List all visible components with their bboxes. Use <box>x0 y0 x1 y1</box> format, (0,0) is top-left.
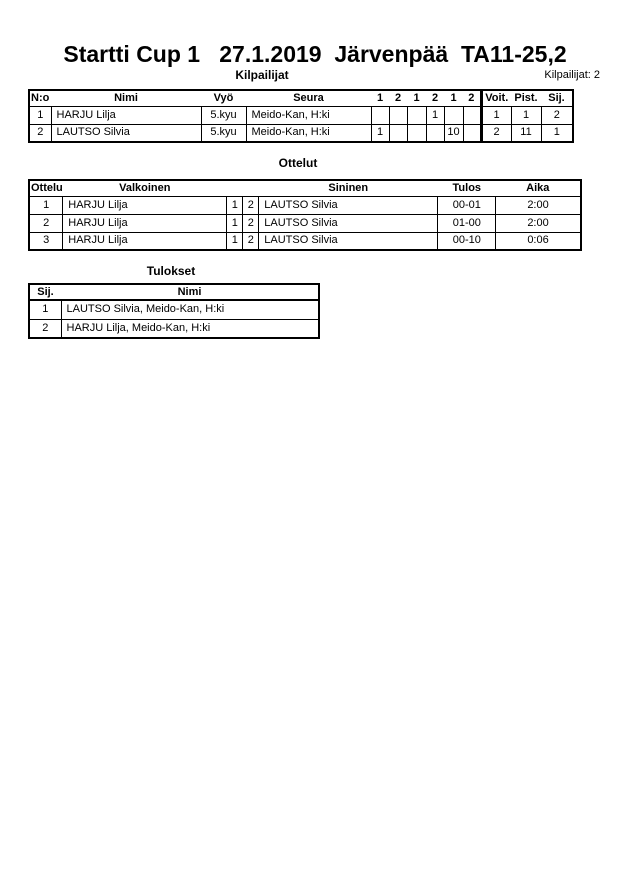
cell-sij: 2 <box>29 319 61 338</box>
table-row <box>29 106 573 124</box>
cell-no: 1 <box>29 106 51 124</box>
cell-ottelu: 2 <box>29 214 63 232</box>
cell-aika: 2:00 <box>496 214 581 232</box>
cell-sij: 2 <box>541 106 573 124</box>
col-header-ottelu: Ottelu <box>29 180 63 196</box>
cell-nimi: HARJU Lilja, Meido-Kan, H:ki <box>61 319 319 338</box>
table-row <box>29 300 319 319</box>
col-header-blue-no <box>243 180 259 196</box>
tulokset-table <box>28 283 320 339</box>
cell-tulos: 00-10 <box>438 232 496 250</box>
cell-nimi: LAUTSO Silvia, Meido-Kan, H:ki <box>61 300 319 319</box>
cell-score <box>463 106 481 124</box>
table-row <box>29 196 581 214</box>
cell-score <box>407 124 426 142</box>
col-header-sij: Sij. <box>29 284 61 300</box>
cell-blue-no: 2 <box>243 232 259 250</box>
kilpailijat-header-row <box>29 90 573 106</box>
cell-score <box>389 106 407 124</box>
cell-white-no: 1 <box>227 232 243 250</box>
table-row <box>29 232 581 250</box>
col-header-aika: Aika <box>496 180 581 196</box>
cell-blue-no: 2 <box>243 196 259 214</box>
cell-score: 1 <box>371 124 389 142</box>
col-header-score-3: 1 <box>407 90 426 106</box>
col-header-pist: Pist. <box>511 90 541 106</box>
cell-nimi: HARJU Lilja <box>51 106 201 124</box>
col-header-score-4: 2 <box>426 90 444 106</box>
cell-tulos: 00-01 <box>438 196 496 214</box>
cell-white-no: 1 <box>227 196 243 214</box>
cell-seura: Meido-Kan, H:ki <box>246 124 371 142</box>
cell-valkoinen: HARJU Lilja <box>63 232 227 250</box>
cell-ottelu: 1 <box>29 196 63 214</box>
page-title: Startti Cup 1 27.1.2019 Järvenpää TA11-25,2 <box>63 41 567 67</box>
col-header-voit: Voit. <box>481 90 511 106</box>
cell-score: 1 <box>426 106 444 124</box>
cell-no: 2 <box>29 124 51 142</box>
ottelut-table <box>28 179 582 251</box>
cell-score <box>407 106 426 124</box>
cell-voit: 2 <box>481 124 511 142</box>
col-header-seura: Seura <box>246 90 371 106</box>
cell-sininen: LAUTSO Silvia <box>259 214 438 232</box>
col-header-score-5: 1 <box>444 90 463 106</box>
col-header-valkoinen: Valkoinen <box>63 180 227 196</box>
cell-sij: 1 <box>29 300 61 319</box>
cell-score <box>371 106 389 124</box>
col-header-sij: Sij. <box>541 90 573 106</box>
table-row <box>29 319 319 338</box>
cell-white-no: 1 <box>227 214 243 232</box>
col-header-score-6: 2 <box>463 90 481 106</box>
cell-blue-no: 2 <box>243 214 259 232</box>
cell-valkoinen: HARJU Lilja <box>63 196 227 214</box>
col-header-score-2: 2 <box>389 90 407 106</box>
table-row <box>29 214 581 232</box>
tulokset-header-row <box>29 284 319 300</box>
col-header-score-1: 1 <box>371 90 389 106</box>
cell-score <box>444 106 463 124</box>
cell-vyo: 5.kyu <box>201 106 246 124</box>
cell-score: 10 <box>444 124 463 142</box>
cell-sininen: LAUTSO Silvia <box>259 232 438 250</box>
competitors-count: Kilpailijat: 2 <box>544 69 600 81</box>
col-header-nimi: Nimi <box>61 284 319 300</box>
cell-score <box>426 124 444 142</box>
cell-aika: 0:06 <box>496 232 581 250</box>
col-header-tulos: Tulos <box>438 180 496 196</box>
cell-valkoinen: HARJU Lilja <box>63 214 227 232</box>
cell-voit: 1 <box>481 106 511 124</box>
cell-tulos: 01-00 <box>438 214 496 232</box>
col-header-vyo: Vyö <box>201 90 246 106</box>
cell-score <box>463 124 481 142</box>
cell-vyo: 5.kyu <box>201 124 246 142</box>
cell-pist: 11 <box>511 124 541 142</box>
cell-sininen: LAUTSO Silvia <box>259 196 438 214</box>
section-title-tulokset: Tulokset <box>146 264 196 278</box>
section-title-ottelut: Ottelut <box>278 156 318 170</box>
col-header-white-no <box>227 180 243 196</box>
ottelut-header-row <box>29 180 581 196</box>
cell-aika: 2:00 <box>496 196 581 214</box>
cell-sij: 1 <box>541 124 573 142</box>
cell-seura: Meido-Kan, H:ki <box>246 106 371 124</box>
col-header-nimi: Nimi <box>51 90 201 106</box>
cell-nimi: LAUTSO Silvia <box>51 124 201 142</box>
kilpailijat-table <box>28 89 574 143</box>
section-title-kilpailijat: Kilpailijat <box>235 68 289 82</box>
cell-score <box>389 124 407 142</box>
table-row <box>29 124 573 142</box>
col-header-sininen: Sininen <box>259 180 438 196</box>
col-header-no: N:o <box>29 90 51 106</box>
cell-pist: 1 <box>511 106 541 124</box>
cell-ottelu: 3 <box>29 232 63 250</box>
